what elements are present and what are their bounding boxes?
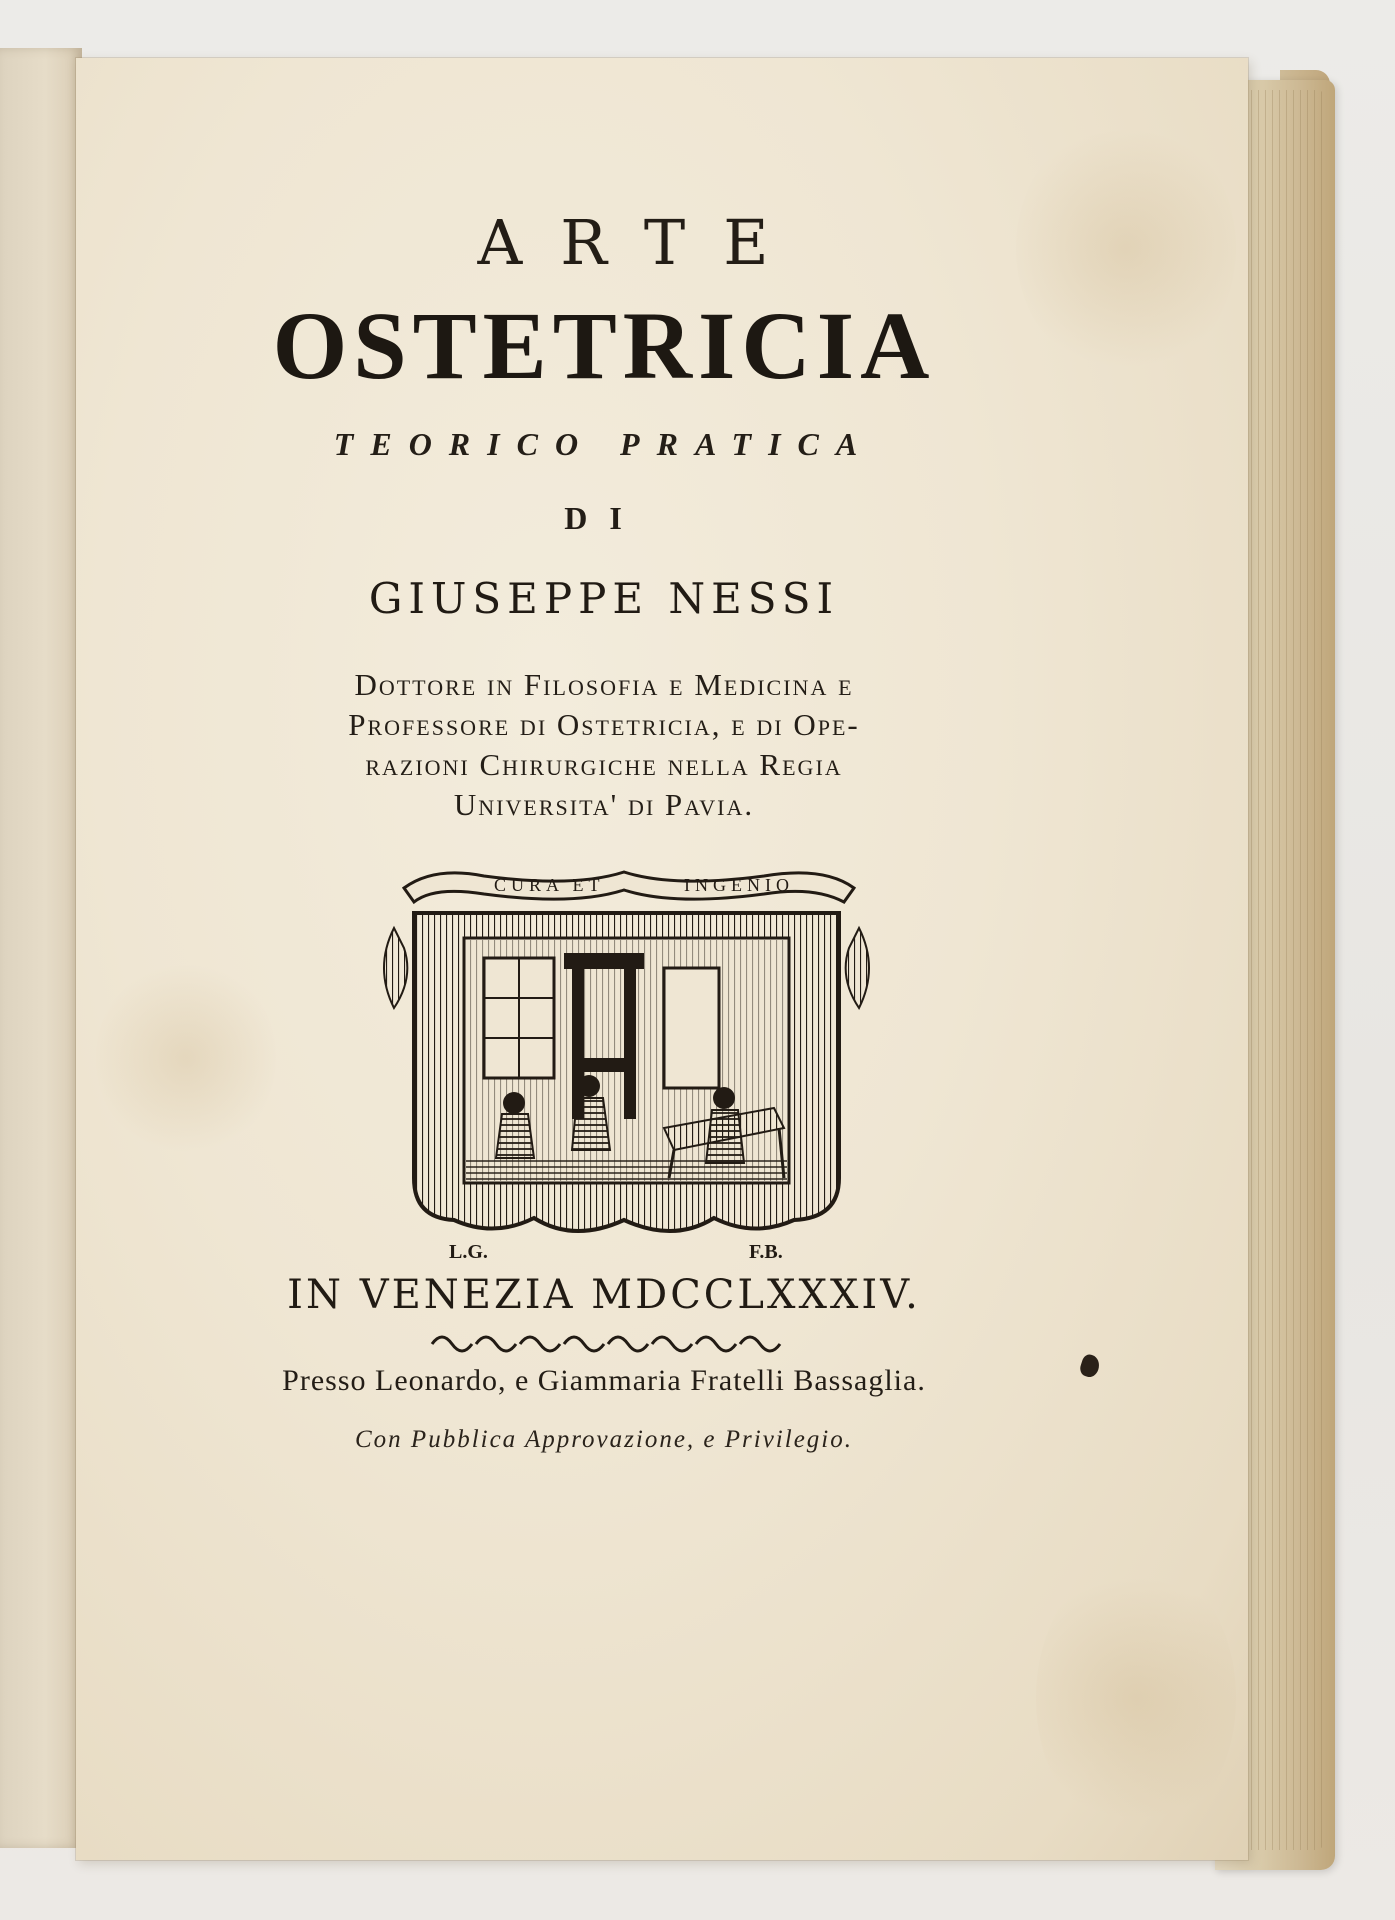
woodcut-illustration [374,858,879,1278]
author-name: GIUSEPPE NESSI [368,574,840,623]
ornament-row [424,1326,784,1354]
credentials-line: Universita' di Pavia. [453,787,755,822]
credentials-line: Dottore in Filosofia e Medicina e [354,667,854,702]
privilege-line: Con Pubblica Approvazione, e Privilegio. [355,1426,853,1453]
title-line-ostetricia: OSTETRICIA [272,292,936,399]
title-column [154,58,1054,1860]
device-initials-left: L.G. [449,1241,488,1263]
typographic-ornament [424,1326,784,1354]
publisher-line: Presso Leonardo, e Giammaria Fratelli Bassaglia. [282,1364,926,1397]
paper-stain [1036,1558,1236,1838]
title-page [76,58,1248,1860]
facing-page [0,48,82,1848]
subtitle: TEORICO PRATICA [333,426,875,462]
author-credentials [254,665,954,825]
ink-blot [1078,1353,1102,1379]
device-motto: CURA ET [494,875,605,895]
device-motto: INGENIO [684,875,794,895]
by-line: DI [564,500,644,536]
credentials-line: razioni Chirurgiche nella Regia [365,747,843,782]
printers-device-woodcut [374,858,879,1278]
device-initials-right: F.B. [749,1241,783,1263]
title-line-arte: ARTE [477,206,807,279]
credentials-line: Professore di Ostetricia, e di Ope- [348,707,860,742]
imprint-place-date: IN VENEZIA MDCCLXXXIV. [287,1272,921,1318]
